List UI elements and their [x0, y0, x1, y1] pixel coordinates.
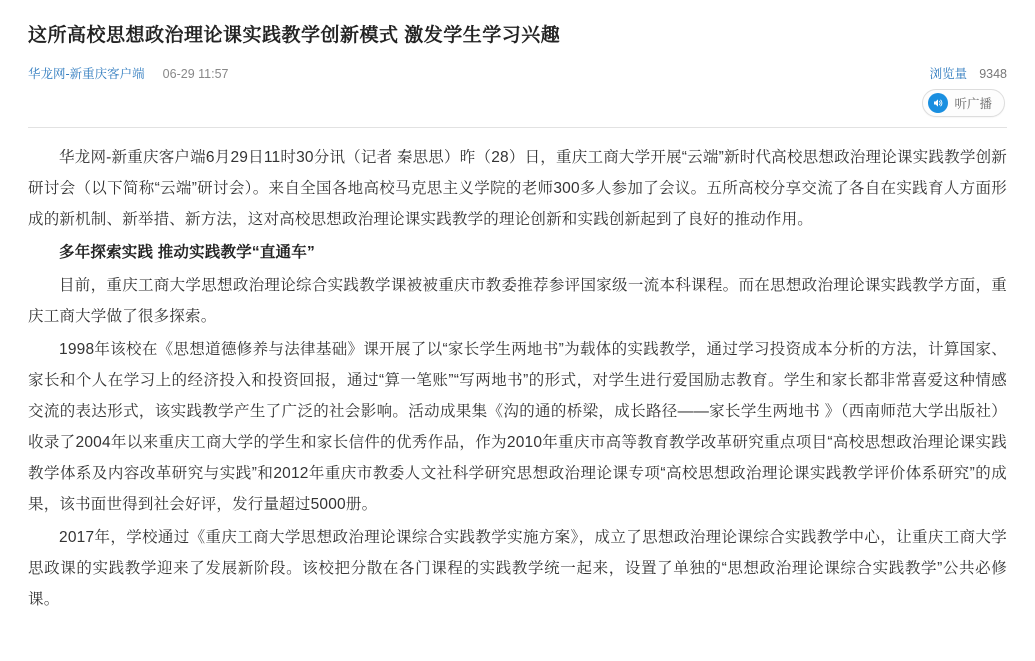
- listen-broadcast-button[interactable]: [922, 89, 1005, 117]
- meta-left-group: [28, 65, 228, 83]
- article-meta: [28, 65, 1007, 83]
- speaker-icon: [928, 93, 948, 113]
- article-paragraph: 目前，重庆工商大学思想政治理论综合实践教学课被被重庆市教委推荐参评国家级一流本科课程。而在思想政治理论课实践教学方面，重庆工商大学做了很多探索。: [28, 276, 1007, 325]
- header-divider: [28, 127, 1007, 128]
- article-source[interactable]: 华龙网-新重庆客户端: [28, 66, 145, 81]
- article-time: 06-29 11:57: [162, 66, 229, 81]
- article-paragraph: 2017年，学校通过《重庆工商大学思想政治理论课综合实践教学实施方案》，成立了思想政治理论课综合实践教学中心，让重庆工商大学思政课的实践教学迎来了发展新阶段。该校把分散在各门课程的实践教学统一起来，设置了单独的“思想政治理论课综合实践教学”公共必修课。: [28, 528, 1007, 608]
- article-paragraph: 1998年该校在《思想道德修养与法律基础》课开展了以“家长学生两地书”为载体的实践教学，通过学习投资成本分析的方法，计算国家、家长和个人在学习上的经济投入和投资回报，通过“算一笔账”“写两地书”的形式，对学生进行爱国励志教育。学生和家长都非常喜爱这种情感交流的表达形式，该实践教学产生了广泛的社会影响。活动成果集《沟的通的桥梁，成长路径——家长学生两地书 》（西南师范大学出版社）收录了2004年以来重庆工商大学的学生和家长信件的优秀作品，作为2010年重庆市高等教育教学改革研究重点项目“高校思想政治理论课实践教学体系及内容改革研究与实践”和2012年重庆市教委人文社科学研究思想政治理论课专项“高校思想政治理论课实践教学评价体系研究”的成果，该书面世得到社会好评，发行量超过5000册。: [28, 340, 1007, 513]
- article-subheading: 多年探索实践 推动实践教学“直通车”: [59, 243, 315, 261]
- audio-row: [28, 89, 1007, 117]
- article-body: [28, 142, 1007, 615]
- views-count: 9348: [979, 66, 1007, 81]
- views-label: 浏览量: [929, 66, 968, 81]
- article-paragraph: 华龙网-新重庆客户端6月29日11时30分讯（记者 秦思思）昨（28）日，重庆工商大学开展“云端”新时代高校思想政治理论课实践教学创新研讨会（以下简称“云端”研讨会）。来自全国各地高校马克思主义学院的老师300多人参加了会议。五所高校分享交流了各自在实践育人方面形成的新机制、新举措、新方法，这对高校思想政治理论课实践教学的理论创新和实践创新起到了良好的推动作用。: [28, 148, 1007, 228]
- article-page: [0, 13, 1035, 661]
- meta-right-group: [930, 65, 1007, 83]
- listen-broadcast-label: 听广播: [954, 96, 992, 111]
- page-title: 这所高校思想政治理论课实践教学创新模式 激发学生学习兴趣: [28, 24, 561, 46]
